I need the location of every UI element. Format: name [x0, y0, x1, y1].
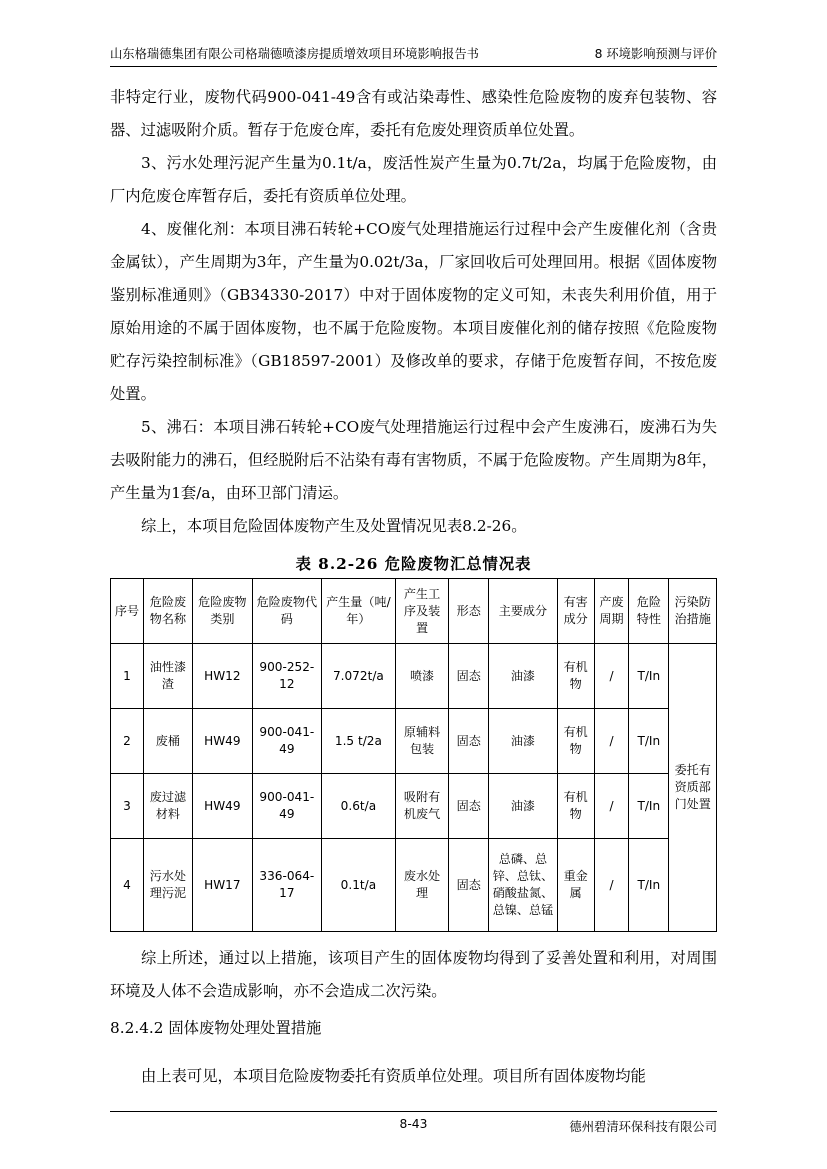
- paragraph-6: 综上所述，通过以上措施，该项目产生的固体废物均得到了妥善处置和利用，对周围环境及人体不会造成影响，亦不会造成二次污染。: [110, 949, 717, 1000]
- header-category: 危险废物类别: [192, 579, 252, 644]
- cell-code: 900-041-49: [252, 774, 321, 839]
- cell-period: /: [594, 709, 628, 774]
- cell-period: /: [594, 644, 628, 709]
- header-right-section: 8 环境影响预测与评价: [594, 47, 717, 61]
- cell-main-component: 油漆: [489, 709, 557, 774]
- header-left-title: 山东格瑞德集团有限公司格瑞德喷漆房提质增效项目环境影响报告书: [110, 47, 479, 61]
- cell-main-component: 油漆: [489, 774, 557, 839]
- cell-name: 废过滤材料: [143, 774, 192, 839]
- page-content-area: [110, 44, 717, 1129]
- cell-process: 吸附有机废气: [395, 774, 448, 839]
- header-no: 序号: [111, 579, 144, 644]
- cell-process: 废水处理: [395, 839, 448, 932]
- cell-name: 废桶: [143, 709, 192, 774]
- page-header: [110, 44, 717, 67]
- table-row: [111, 839, 717, 932]
- paragraph-3: 4、废催化剂：本项目沸石转轮+CO废气处理措施运行过程中会产生废催化剂（含贵金属钛），产生周期为3年，产生量为0.02t/3a，厂家回收后可处理回用。根据《固体废物鉴别标准通则》（GB34330-2017）中对于固体废物的定义可知，未丧失利用价值，用于原始用途的不属于固体废物，也不属于危险废物。本项目废催化剂的储存按照《危险废物贮存污染控制标准》（GB18597-2001）及修改单的要求，存储于危废暂存间，不按危废处置。: [110, 220, 717, 403]
- header-main-component: 主要成分: [489, 579, 557, 644]
- page-number: 8-43: [399, 1117, 428, 1131]
- cell-form: 固态: [449, 839, 489, 932]
- header-hazard-property: 危险特性: [629, 579, 669, 644]
- cell-main-component: 总磷、总锌、总钛、硝酸盐氮、总镍、总锰: [489, 839, 557, 932]
- cell-category: HW49: [192, 774, 252, 839]
- paragraph-5: 综上，本项目危险固体废物产生及处置情况见表8.2-26。: [141, 517, 527, 535]
- cell-process: 喷漆: [395, 644, 448, 709]
- cell-form: 固态: [449, 644, 489, 709]
- cell-harmful-component: 重金属: [557, 839, 594, 932]
- cell-harmful-component: 有机物: [557, 709, 594, 774]
- table-header-row: [111, 579, 717, 644]
- header-period: 产废周期: [594, 579, 628, 644]
- header-amount: 产生量（吨/年）: [321, 579, 395, 644]
- table-row: [111, 774, 717, 839]
- cell-no: 4: [111, 839, 144, 932]
- cell-hazard-property: T/In: [629, 709, 669, 774]
- header-harmful-component: 有害成分: [557, 579, 594, 644]
- cell-name: 油性漆渣: [143, 644, 192, 709]
- paragraph-1: 非特定行业，废物代码900-041-49含有或沾染毒性、感染性危险废物的废弃包装物、容器、过滤吸附介质。暂存于危废仓库，委托有危废处理资质单位处置。: [110, 88, 717, 139]
- cell-harmful-component: 有机物: [557, 774, 594, 839]
- cell-treatment: 委托有资质部门处置: [669, 644, 717, 932]
- paragraph-4: 5、沸石：本项目沸石转轮+CO废气处理措施运行过程中会产生废沸石，废沸石为失去吸附能力的沸石，但经脱附后不沾染有毒有害物质，不属于危险废物。产生周期为8年，产生量为1套/a，由环卫部门清运。: [110, 418, 717, 502]
- paragraph-7: 由上表可见，本项目危险废物委托有资质单位处理。项目所有固体废物均能: [141, 1067, 646, 1086]
- cell-code: 900-041-49: [252, 709, 321, 774]
- cell-category: HW49: [192, 709, 252, 774]
- cell-hazard-property: T/In: [629, 644, 669, 709]
- cell-category: HW17: [192, 839, 252, 932]
- cell-process: 原辅料包装: [395, 709, 448, 774]
- cell-hazard-property: T/In: [629, 774, 669, 839]
- cell-amount: 0.6t/a: [321, 774, 395, 839]
- cell-name: 污水处理污泥: [143, 839, 192, 932]
- cell-code: 336-064-17: [252, 839, 321, 932]
- document-body: [110, 81, 717, 543]
- header-form: 形态: [449, 579, 489, 644]
- cell-form: 固态: [449, 709, 489, 774]
- table-row: [111, 709, 717, 774]
- header-name: 危险废物名称: [143, 579, 192, 644]
- hazardous-waste-table: [110, 578, 717, 932]
- closing-paragraph-section: [110, 942, 717, 1093]
- table-caption: 表 8.2-26 危险废物汇总情况表: [295, 555, 532, 573]
- cell-no: 1: [111, 644, 144, 709]
- cell-main-component: 油漆: [489, 644, 557, 709]
- cell-no: 2: [111, 709, 144, 774]
- cell-hazard-property: T/In: [629, 839, 669, 932]
- cell-category: HW12: [192, 644, 252, 709]
- cell-period: /: [594, 839, 628, 932]
- footer-company: 德州碧清环保科技有限公司: [569, 1120, 717, 1134]
- paragraph-2: 3、污水处理污泥产生量为0.1t/a，废活性炭产生量为0.7t/2a，均属于危险废物，由厂内危废仓库暂存后，委托有资质单位处理。: [110, 154, 717, 205]
- cell-amount: 1.5 t/2a: [321, 709, 395, 774]
- cell-no: 3: [111, 774, 144, 839]
- header-treatment: 污染防治措施: [669, 579, 717, 644]
- cell-harmful-component: 有机物: [557, 644, 594, 709]
- page-footer: [110, 1111, 717, 1135]
- cell-amount: 7.072t/a: [321, 644, 395, 709]
- section-heading: 8.2.4.2 固体废物处理处置措施: [110, 1019, 322, 1037]
- header-process: 产生工序及装置: [395, 579, 448, 644]
- cell-amount: 0.1t/a: [321, 839, 395, 932]
- table-row: [111, 644, 717, 709]
- cell-form: 固态: [449, 774, 489, 839]
- cell-period: /: [594, 774, 628, 839]
- cell-code: 900-252-12: [252, 644, 321, 709]
- header-code: 危险废物代码: [252, 579, 321, 644]
